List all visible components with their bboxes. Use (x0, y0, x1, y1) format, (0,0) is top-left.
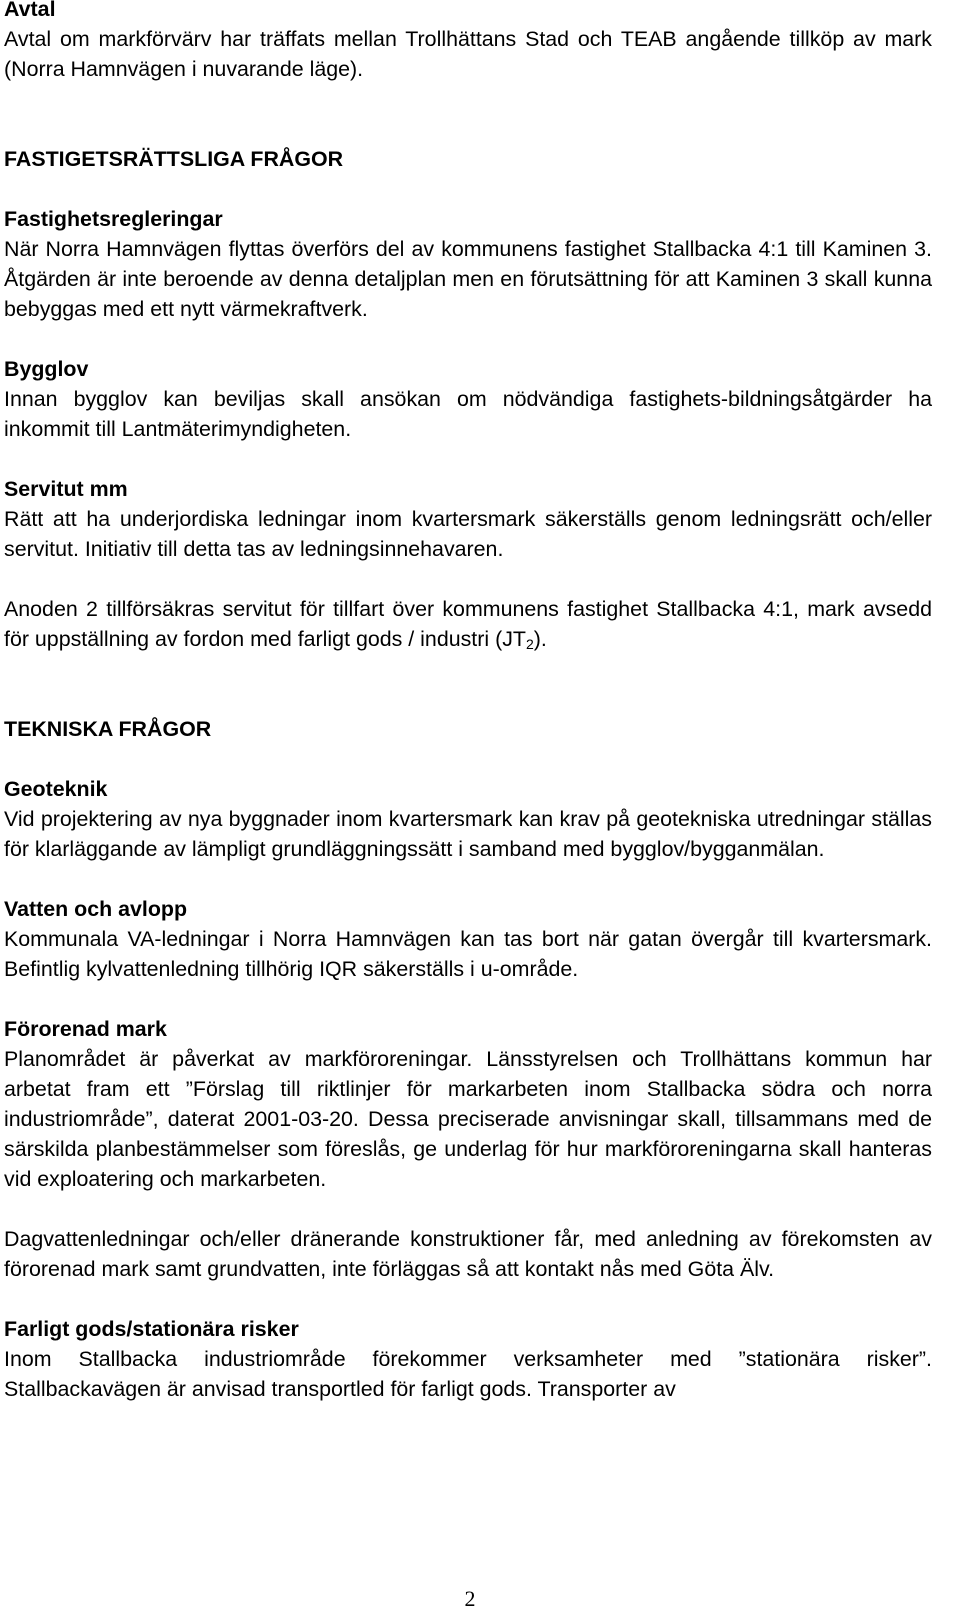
farligt-gods-text: Inom Stallbacka industriområde förekommer verksamheter med ”stationära risker”. Stallbackavägen är anvisad transportled för farligt gods. Transporter av (4, 1347, 932, 1401)
page-number: 2 (464, 1586, 476, 1611)
fororenad-heading: Förorenad mark (4, 1017, 167, 1041)
servitut-heading: Servitut mm (4, 477, 128, 501)
bygglov-text: Innan bygglov kan beviljas skall ansökan om nödvändiga fastighets-bildningsåtgärder ha inkommit till Lantmäterimyndigheten. (4, 387, 932, 441)
avtal-heading: Avtal (4, 0, 56, 21)
fororenad-text: Planområdet är påverkat av markföroreningar. Länsstyrelsen och Trollhättans kommun har arbetat fram ett ”Förslag till riktlinjer för markarbeten inom Stallbacka södra och norra industriområde”, daterat 2001-03-20. Dessa preciserade anvisningar skall, tillsammans med de särskilda planbestämmelser som föreslås, ge underlag för hur markföroreningarna skall hanteras vid exploatering och markarbeten. (4, 1047, 932, 1191)
vatten-text: Kommunala VA-ledningar i Norra Hamnvägen kan tas bort när gatan övergår till kvartersmark. Befintlig kylvattenledning tillhörig IQR säkerställs i u-område. (4, 927, 932, 981)
avtal-text: Avtal om markförvärv har träffats mellan Trollhättans Stad och TEAB angående tillköp av mark (Norra Hamnvägen i nuvarande läge). (4, 27, 932, 81)
section-title-fastighetsrattsliga: FASTIGETSRÄTTSLIGA FRÅGOR (4, 147, 344, 171)
servitut-text-2 (4, 594, 932, 654)
bygglov-heading: Bygglov (4, 357, 89, 381)
servitut-text-2-end: ). (533, 627, 547, 651)
servitut-text: Rätt att ha underjordiska ledningar inom kvartersmark säkerställs genom ledningsrätt och/eller servitut. Initiativ till detta tas av ledningsinnehavaren. (4, 507, 932, 561)
fastighetsregleringar-heading: Fastighetsregleringar (4, 207, 223, 231)
document-page (4, 0, 932, 1404)
geoteknik-heading: Geoteknik (4, 777, 108, 801)
servitut-text-2-subscript: 2 (525, 636, 534, 652)
farligt-gods-heading: Farligt gods/stationära risker (4, 1317, 299, 1341)
vatten-heading: Vatten och avlopp (4, 897, 188, 921)
servitut-text-2-main: Anoden 2 tillförsäkras servitut för tillfart över kommunens fastighet Stallbacka 4:1, mark avsedd för uppställning av fordon med farligt gods / industri (JT (4, 597, 932, 651)
section-title-tekniska: TEKNISKA FRÅGOR (4, 717, 212, 741)
fororenad-text-2: Dagvattenledningar och/eller dränerande konstruktioner får, med anledning av förekomsten av förorenad mark samt grundvatten, inte förläggas så att kontakt nås med Göta Älv. (4, 1227, 932, 1281)
geoteknik-text: Vid projektering av nya byggnader inom kvartersmark kan krav på geotekniska utredningar ställas för klarläggande av lämpligt grundläggningssätt i samband med bygglov/bygganmälan. (4, 807, 932, 861)
fastighetsregleringar-text: När Norra Hamnvägen flyttas överförs del av kommunens fastighet Stallbacka 4:1 till Kaminen 3. Åtgärden är inte beroende av denna detaljplan men en förutsättning för att Kaminen 3 skall kunna bebyggas med ett nytt värmekraftverk. (4, 237, 932, 321)
